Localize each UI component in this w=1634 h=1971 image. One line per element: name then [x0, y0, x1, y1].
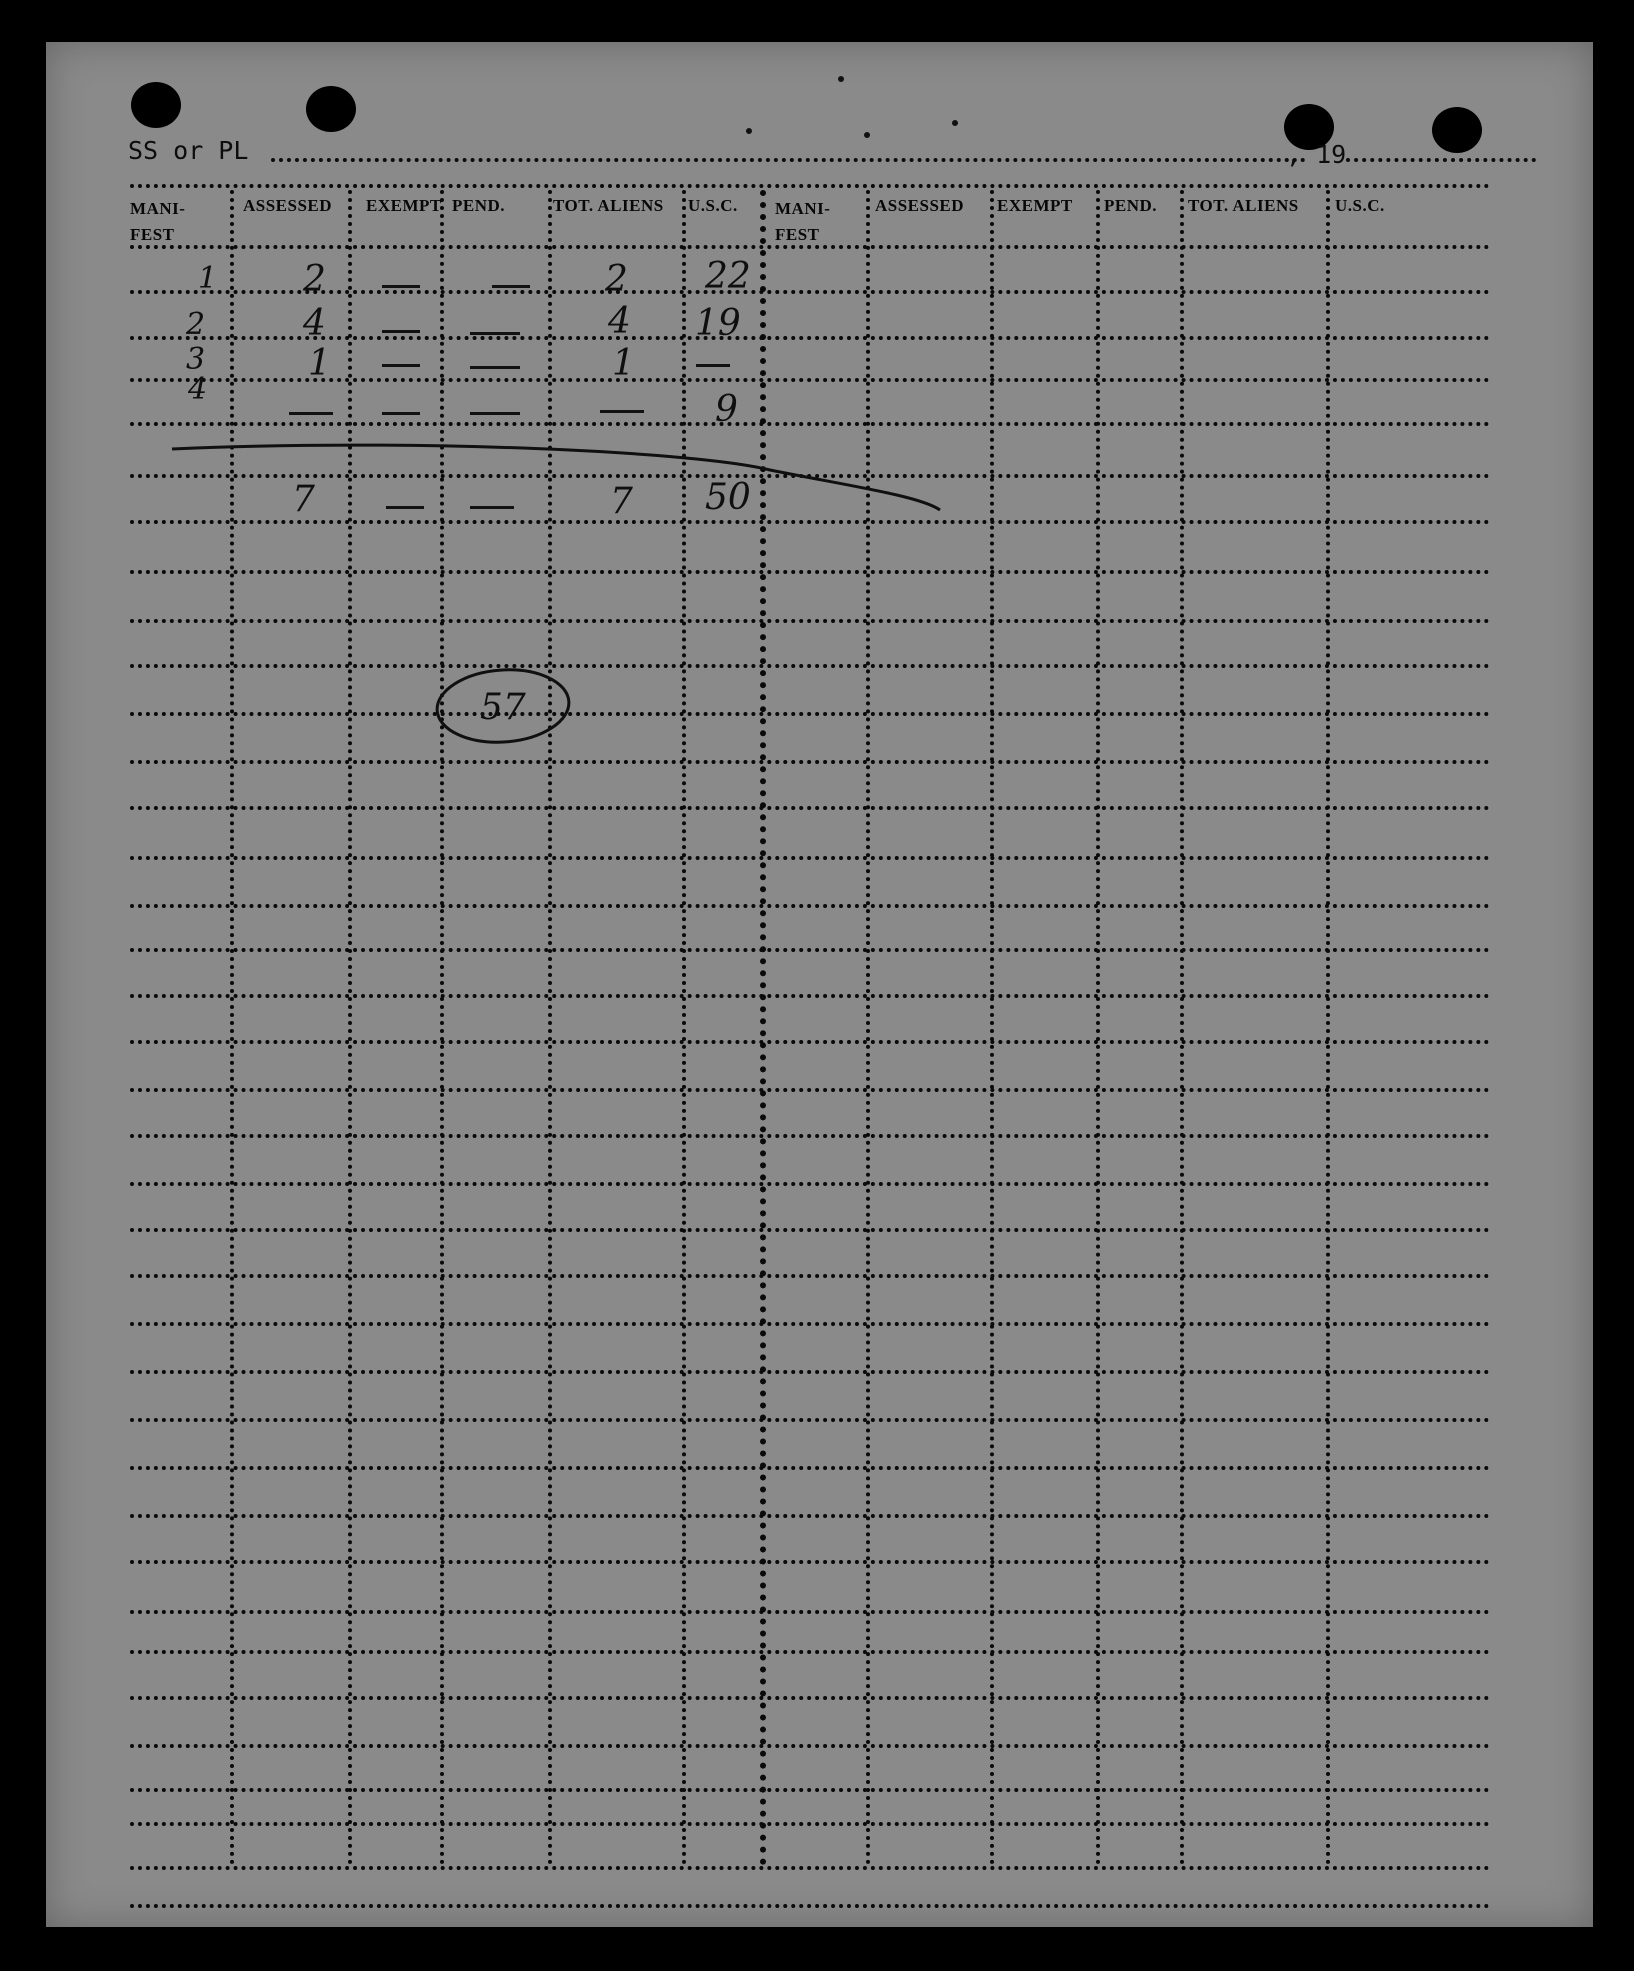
- hw-usc-3: [696, 364, 730, 367]
- hw-total-pend: [470, 506, 514, 509]
- grid-row-line: [130, 712, 1490, 716]
- grid-row-line: [130, 1134, 1490, 1138]
- grid-row-line: [130, 474, 1490, 478]
- punch-hole: [131, 82, 181, 128]
- col-header-usc: U.S.C.: [688, 196, 738, 215]
- ink-speck: [864, 132, 870, 138]
- col-header-assessed: ASSESSED: [243, 196, 333, 215]
- hw-pend-4: [470, 412, 520, 415]
- hw-grand-total: 57: [480, 687, 526, 728]
- hw-exempt-1: [382, 285, 420, 288]
- hw-total-tot-aliens: 7: [610, 481, 633, 522]
- hw-assessed-1: 2: [303, 259, 326, 300]
- grid-column-line: [1180, 190, 1184, 1866]
- grid-row-line: [130, 336, 1490, 340]
- hw-exempt-4: [382, 412, 420, 415]
- hw-usc-4: 9: [715, 389, 738, 430]
- hw-tot-aliens-1: 2: [605, 259, 628, 300]
- grid-column-line: [866, 190, 870, 1866]
- grid-row-line: [130, 994, 1490, 998]
- grid-row-line: [130, 1514, 1490, 1518]
- grid-row-line: [130, 184, 1490, 188]
- grid-row-line: [130, 664, 1490, 668]
- grid-row-line: [130, 1904, 1490, 1908]
- hw-manifest-1: 1: [198, 261, 218, 296]
- ink-speck: [746, 128, 752, 134]
- grid-column-line: [348, 190, 352, 1866]
- grid-column-line: [760, 190, 766, 1866]
- hw-manifest-4: 4: [188, 372, 208, 407]
- grid-row-line: [130, 1088, 1490, 1092]
- year-prefix: , 19: [1286, 140, 1347, 169]
- hw-assessed-3: 1: [308, 343, 331, 384]
- grid-row-line: [130, 619, 1490, 623]
- hw-total-exempt: [386, 506, 424, 509]
- grid-row-line: [130, 1274, 1490, 1278]
- grid-row-line: [130, 1466, 1490, 1470]
- grid-row-line: [130, 1744, 1490, 1748]
- hw-tot-aliens-3: 1: [612, 343, 635, 384]
- hw-manifest-3: 3: [186, 342, 206, 377]
- grid-row-line: [130, 422, 1490, 426]
- col-header-manifest: MANI- FEST: [130, 199, 186, 244]
- hw-tot-aliens-4: [600, 410, 644, 413]
- grid-row-line: [130, 806, 1490, 810]
- hw-assessed-4: [289, 412, 333, 415]
- grid-row-line: [130, 570, 1490, 574]
- col-header-tot-aliens-right: TOT. ALIENS: [1188, 196, 1299, 215]
- hw-exempt-2: [382, 330, 420, 333]
- grid-row-line: [130, 1322, 1490, 1326]
- vessel-fill-line: [271, 158, 1306, 162]
- grid-row-line: [130, 1182, 1490, 1186]
- punch-hole: [306, 86, 356, 132]
- grid-row-line: [130, 1650, 1490, 1654]
- grid-row-line: [130, 1418, 1490, 1422]
- grid-row-line: [130, 760, 1490, 764]
- hw-usc-1: 22: [705, 256, 751, 297]
- grid-row-line: [130, 1788, 1490, 1792]
- hw-exempt-3: [382, 364, 420, 367]
- grid-row-line: [130, 948, 1490, 952]
- col-header-tot-aliens: TOT. ALIENS: [553, 196, 664, 215]
- hw-pend-2: [470, 332, 520, 335]
- grid-row-line: [130, 290, 1490, 294]
- grid-row-line: [130, 1040, 1490, 1044]
- col-header-pend: PEND.: [452, 196, 506, 215]
- punch-hole: [1432, 107, 1482, 153]
- grid-row-line: [130, 245, 1490, 249]
- col-header-manifest-right: MANI- FEST: [775, 199, 831, 244]
- grid-column-line: [440, 190, 444, 1866]
- hw-pend-3: [470, 366, 520, 369]
- ink-speck: [838, 76, 844, 82]
- col-header-exempt: EXEMPT: [366, 196, 442, 215]
- hw-total-usc: 50: [705, 477, 751, 518]
- grid-column-line: [1096, 190, 1100, 1866]
- col-header-exempt-right: EXEMPT: [997, 196, 1073, 215]
- ink-speck: [952, 120, 958, 126]
- grid-row-line: [130, 520, 1490, 524]
- col-header-pend-right: PEND.: [1104, 196, 1158, 215]
- col-header-usc-right: U.S.C.: [1335, 196, 1385, 215]
- grid-row-line: [130, 1822, 1490, 1826]
- grid-row-line: [130, 1610, 1490, 1614]
- grid-row-line: [130, 1866, 1490, 1870]
- hw-total-assessed: 7: [292, 479, 315, 520]
- grid-column-line: [230, 190, 234, 1866]
- hw-manifest-2: 2: [186, 307, 206, 342]
- grid-row-line: [130, 1228, 1490, 1232]
- hw-pend-1: [492, 285, 530, 288]
- grid-row-line: [130, 1696, 1490, 1700]
- form-sheet: [46, 42, 1593, 1927]
- col-header-assessed-right: ASSESSED: [875, 196, 965, 215]
- grid-column-line: [1326, 190, 1330, 1866]
- grid-row-line: [130, 856, 1490, 860]
- hw-usc-2: 19: [695, 303, 741, 344]
- hw-assessed-2: 4: [303, 303, 326, 344]
- grid-column-line: [990, 190, 994, 1866]
- grid-column-line: [682, 190, 686, 1866]
- grid-row-line: [130, 904, 1490, 908]
- grid-column-line: [548, 190, 552, 1866]
- grid-row-line: [130, 1370, 1490, 1374]
- hw-tot-aliens-2: 4: [608, 301, 631, 342]
- vessel-label: SS or PL: [128, 136, 249, 165]
- year-fill-line: [1346, 158, 1536, 162]
- grid-row-line: [130, 1560, 1490, 1564]
- grid-row-line: [130, 378, 1490, 382]
